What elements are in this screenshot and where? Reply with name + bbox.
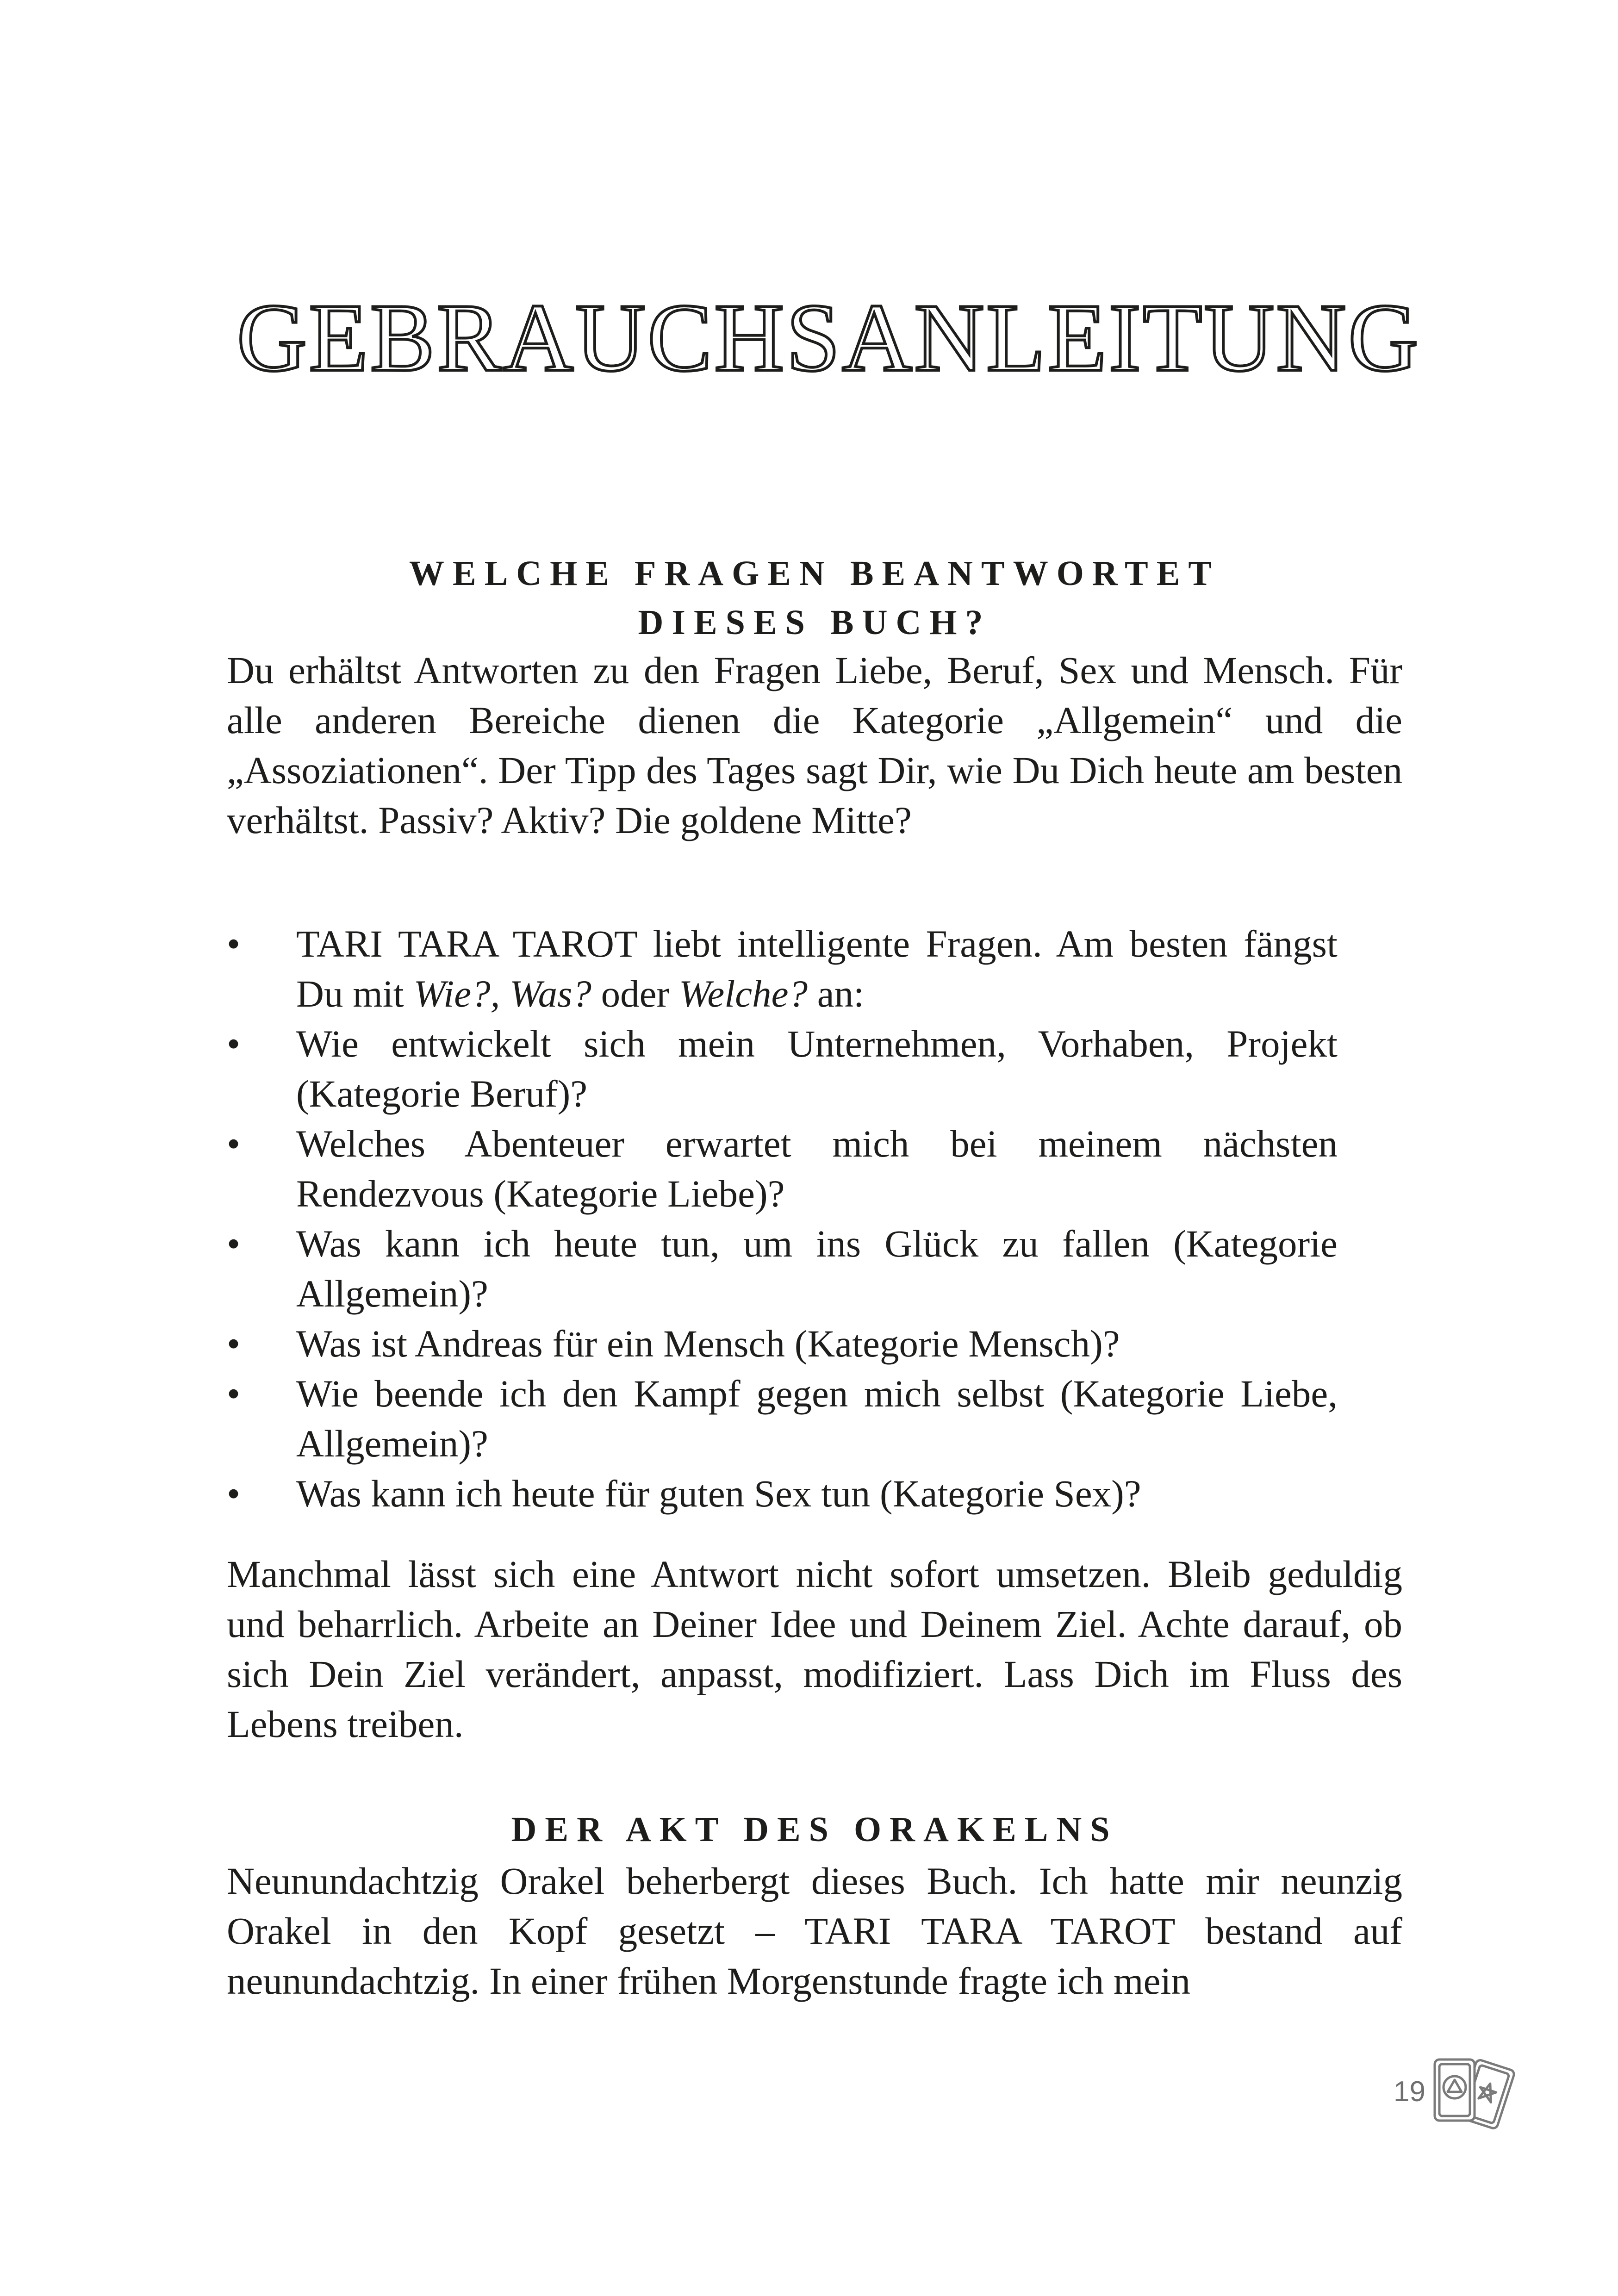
page-title: GEBRAUCHSANLEITUNG xyxy=(236,284,1420,392)
bullet-marker: • xyxy=(227,1122,241,1165)
list-item: • Was kann ich heute für guten Sex tun (Kategorie Sex)? xyxy=(227,1468,1338,1518)
section-heading-line-1: WELCHE FRAGEN BEANTWORTET xyxy=(409,554,1220,593)
bullet-marker: • xyxy=(227,1022,241,1065)
section-heading-questions xyxy=(227,549,1402,647)
list-item: • Was ist Andreas für ein Mensch (Kategorie Mensch)? xyxy=(227,1319,1338,1369)
list-item: • Was kann ich heute tun, um ins Glück zu fallen (Kategorie Allgemein)? xyxy=(227,1219,1338,1319)
oracle-paragraph: Neunundachtzig Orakel beherbergt dieses Buch. Ich hatte mir neunzig Orakel in den Kopf gesetzt – TARI TARA TAROT bestand auf neunundachtzig. In einer frühen Morgenstunde fragte ich mein xyxy=(227,1860,1402,2002)
list-item: • Wie entwickelt sich mein Unternehmen, Vorhaben, Projekt (Kategorie Beruf)? xyxy=(227,1019,1338,1119)
emphasis-text: Welche? xyxy=(678,972,808,1015)
bullet-marker: • xyxy=(227,1372,241,1415)
emphasis-text: Wie?, Was? xyxy=(413,972,591,1015)
patience-paragraph: Manchmal lässt sich eine Antwort nicht sofort umsetzen. Bleib geduldig und beharrlich. Arbeite an Deiner Idee und Deinem Ziel. Achte darauf, ob sich Dein Ziel verändert, anpasst, modifiziert. Lass Dich im Fluss des Lebens treiben. xyxy=(227,1553,1402,1745)
page-number: 19 xyxy=(1394,2076,1425,2108)
section-heading-oracle: DER AKT DES ORAKELNS xyxy=(511,1810,1118,1849)
list-item: • Welches Abenteuer erwartet mich bei meinem nächsten Rendezvous (Kategorie Liebe)? xyxy=(227,1119,1338,1219)
bullet-marker: • xyxy=(227,1222,241,1265)
bullet-marker: • xyxy=(227,922,241,965)
list-item: • TARI TARA TAROT liebt intelligente Fragen. Am besten fängst Du mit Wie?, Was? oder Welche? an: xyxy=(227,919,1338,1019)
tarot-cards-icon xyxy=(1425,2055,1518,2138)
bullet-marker: • xyxy=(227,1472,241,1515)
bullet-marker: • xyxy=(227,1322,241,1365)
list-item: • Wie beende ich den Kampf gegen mich selbst (Kategorie Liebe, Allgemein)? xyxy=(227,1369,1338,1468)
section-heading-line-2: DIESES BUCH? xyxy=(638,603,991,642)
intro-paragraph: Du erhältst Antworten zu den Fragen Liebe, Beruf, Sex und Mensch. Für alle anderen Bereiche dienen die Kategorie „Allgemein“ und die „Assoziationen“. Der Tipp des Tages sagt Dir, wie Du Dich heute am besten verhältst. Passiv? Aktiv? Die goldene Mitte? xyxy=(227,649,1402,841)
question-examples-list xyxy=(227,919,1338,1518)
